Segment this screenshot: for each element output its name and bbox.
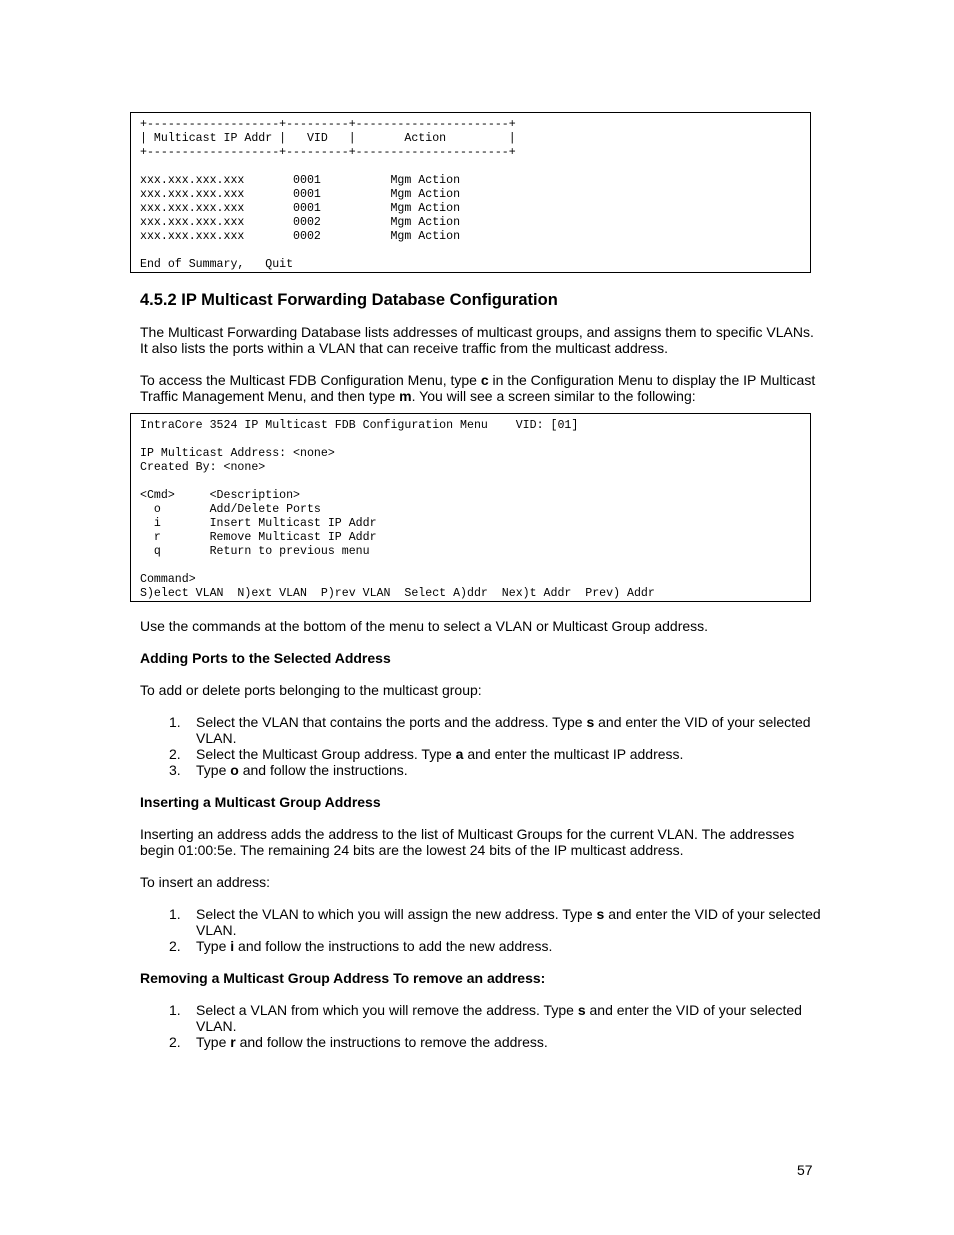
- text: Select the Multicast Group address. Type: [196, 746, 456, 762]
- multicast-summary-table-box: [130, 112, 811, 273]
- text: Type: [196, 938, 231, 954]
- code-line: IntraCore 3524 IP Multicast FDB Configuration Menu VID: [01]: [140, 419, 579, 432]
- text: Select the VLAN to which you will assign the new address. Type: [196, 906, 597, 922]
- list-item: [140, 746, 823, 762]
- key: s: [577, 1002, 586, 1018]
- text: Select a VLAN from which you will remove the address. Type: [196, 1002, 578, 1018]
- code-line: i Insert Multicast IP Addr: [140, 517, 377, 530]
- removing-heading: Removing a Multicast Group Address To remove an address:: [140, 970, 546, 986]
- text: in the Configuration Menu to display the IP Multicast Traffic Management Menu, and then type: [140, 372, 816, 404]
- code-line: +-------------------+---------+----------------------+: [140, 118, 516, 131]
- text: and follow the instructions.: [238, 762, 408, 778]
- key-m: m: [399, 388, 412, 404]
- key: r: [230, 1034, 236, 1050]
- access-paragraph: [140, 372, 823, 404]
- code-line: xxx.xxx.xxx.xxx 0001 Mgm Action: [140, 174, 461, 187]
- inserting-steps: [140, 906, 823, 954]
- code-line: q Return to previous menu: [140, 545, 370, 558]
- removing-steps: [140, 1002, 823, 1050]
- list-item: [140, 1034, 823, 1050]
- code-line: r Remove Multicast IP Addr: [140, 531, 377, 544]
- text: Type: [196, 762, 231, 778]
- step-number: 3.: [169, 762, 181, 778]
- key: a: [455, 746, 464, 762]
- step-number: 1.: [169, 714, 181, 730]
- page-content: [140, 112, 823, 1066]
- list-item: [140, 1002, 823, 1034]
- adding-intro: To add or delete ports belonging to the multicast group:: [140, 682, 482, 698]
- text: and enter the VID of your selected VLAN.: [196, 714, 811, 746]
- code-line: xxx.xxx.xxx.xxx 0002 Mgm Action: [140, 230, 461, 243]
- list-item: [140, 906, 823, 938]
- text: and follow the instructions to remove the address.: [235, 1034, 548, 1050]
- page-number: 57: [797, 1162, 813, 1178]
- code-line: [140, 559, 801, 573]
- code-line: | Multicast IP Addr | VID | Action |: [140, 132, 516, 145]
- text: . You will see a screen similar to the following:: [411, 388, 696, 404]
- step-number: 1.: [169, 1002, 181, 1018]
- list-item: [140, 762, 823, 778]
- code-line: +-------------------+---------+----------------------+: [140, 146, 516, 159]
- intro-paragraph: The Multicast Forwarding Database lists addresses of multicast groups, and assigns them to specific VLANs. It also lists the ports within a VLAN that can receive traffic from the multicast address.: [140, 324, 814, 356]
- text: and enter the VID of your selected VLAN.: [196, 906, 821, 938]
- adding-steps: [140, 714, 823, 778]
- code-line: [140, 244, 801, 258]
- step-number: 2.: [169, 1034, 181, 1050]
- code-line: xxx.xxx.xxx.xxx 0001 Mgm Action: [140, 188, 461, 201]
- inserting-intro: To insert an address:: [140, 874, 270, 890]
- commands-paragraph: Use the commands at the bottom of the menu to select a VLAN or Multicast Group address.: [140, 618, 709, 634]
- code-line: IP Multicast Address: <none>: [140, 447, 335, 460]
- code-line: [140, 160, 801, 174]
- step-number: 1.: [169, 906, 181, 922]
- section-heading: 4.5.2 IP Multicast Forwarding Database Configuration: [140, 291, 558, 309]
- text: Select the VLAN that contains the ports and the address. Type: [196, 714, 587, 730]
- inserting-heading: Inserting a Multicast Group Address: [140, 794, 381, 810]
- code-line: [140, 433, 801, 447]
- code-line: xxx.xxx.xxx.xxx 0002 Mgm Action: [140, 216, 461, 229]
- code-line: <Cmd> <Description>: [140, 489, 301, 502]
- text: and enter the multicast IP address.: [463, 746, 684, 762]
- text: To access the Multicast FDB Configuration Menu, type: [140, 372, 481, 388]
- key: o: [230, 762, 239, 778]
- code-line: Command>: [140, 573, 196, 586]
- step-number: 2.: [169, 938, 181, 954]
- inserting-paragraph: Inserting an address adds the address to the list of Multicast Groups for the current VLAN. The addresses begin 01:00:5e. The remaining 24 bits are the lowest 24 bits of the IP multicast address.: [140, 826, 795, 858]
- key-c: c: [480, 372, 489, 388]
- code-line: End of Summary, Quit: [140, 258, 294, 271]
- text: and follow the instructions to add the new address.: [234, 938, 553, 954]
- key: s: [596, 906, 605, 922]
- code-line: [140, 475, 801, 489]
- text: Type: [196, 1034, 231, 1050]
- key: s: [586, 714, 595, 730]
- adding-heading: Adding Ports to the Selected Address: [140, 650, 391, 666]
- code-line: xxx.xxx.xxx.xxx 0001 Mgm Action: [140, 202, 461, 215]
- list-item: [140, 938, 823, 954]
- fdb-config-menu-box: [130, 413, 811, 602]
- text: and enter the VID of your selected VLAN.: [196, 1002, 802, 1034]
- list-item: [140, 714, 823, 746]
- code-line: Created By: <none>: [140, 461, 266, 474]
- key: i: [230, 938, 235, 954]
- code-line: S)elect VLAN N)ext VLAN P)rev VLAN Select A)ddr Nex)t Addr Prev) Addr: [140, 587, 655, 600]
- step-number: 2.: [169, 746, 181, 762]
- code-line: o Add/Delete Ports: [140, 503, 321, 516]
